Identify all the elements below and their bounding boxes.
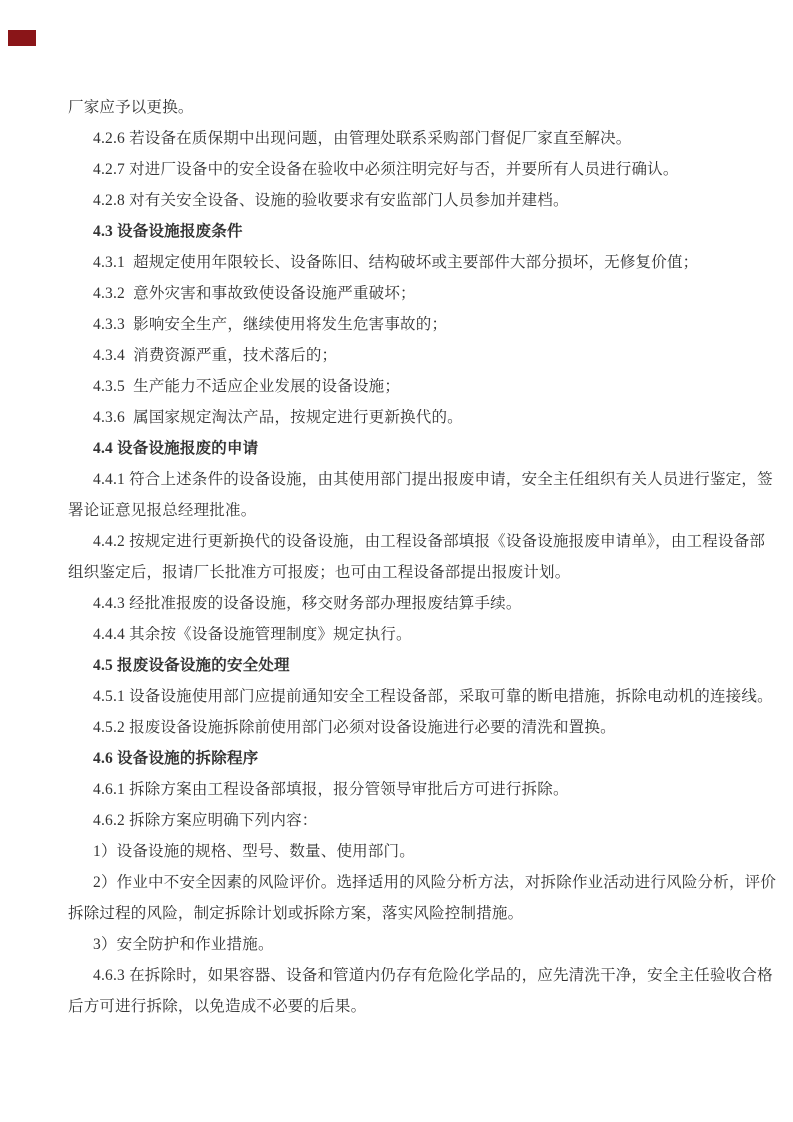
paragraph-line: 组织鉴定后，报请厂长批准方可报废；也可由工程设备部提出报废计划。	[68, 564, 571, 581]
paragraph-line: 4.3.1 超规定使用年限较长、设备陈旧、结构破坏或主要部件大部分损坏，无修复价值；	[93, 254, 699, 271]
paragraph-line: 4.4.4 其余按《设备设施管理制度》规定执行。	[93, 626, 412, 643]
paragraph-line: 4.2.8 对有关安全设备、设施的验收要求有安监部门人员参加并建档。	[93, 192, 569, 209]
paragraph-line: 署论证意见报总经理批准。	[68, 502, 257, 519]
paragraph-line: 拆除过程的风险，制定拆除计划或拆除方案，落实风险控制措施。	[68, 905, 524, 922]
paragraph-line: 4.4.2 按规定进行更新换代的设备设施，由工程设备部填报《设备设施报废申请单》，由工程设备部	[93, 533, 766, 550]
section-heading: 4.4 设备设施报废的申请	[93, 440, 259, 457]
section-heading: 4.5 报废设备设施的安全处理	[93, 657, 290, 674]
paragraph-line: 2）作业中不安全因素的风险评价。选择适用的风险分析方法，对拆除作业活动进行风险分析，评价	[93, 874, 777, 891]
paragraph-line: 4.5.2 报废设备设施拆除前使用部门必须对设备设施进行必要的清洗和置换。	[93, 719, 616, 736]
paragraph-line: 4.2.6 若设备在质保期中出现问题，由管理处联系采购部门督促厂家直至解决。	[93, 130, 632, 147]
paragraph-line: 4.2.7 对进厂设备中的安全设备在验收中必须注明完好与否，并要所有人员进行确认。	[93, 161, 679, 178]
paragraph-line: 4.3.4 消费资源严重，技术落后的；	[93, 347, 338, 364]
paragraph-line: 4.6.3 在拆除时，如果容器、设备和管道内仍存有危险化学品的，应先清洗干净，安全主任验收合格	[93, 967, 773, 984]
paragraph-line: 1）设备设施的规格、型号、数量、使用部门。	[93, 843, 415, 860]
paragraph-line: 后方可进行拆除，以免造成不必要的后果。	[68, 998, 367, 1015]
red-bookmark-marker	[8, 30, 36, 46]
paragraph-line: 4.3.3 影响安全生产，继续使用将发生危害事故的；	[93, 316, 448, 333]
paragraph-line: 4.4.3 经批准报废的设备设施，移交财务部办理报废结算手续。	[93, 595, 522, 612]
paragraph-line: 4.4.1 符合上述条件的设备设施，由其使用部门提出报废申请，安全主任组织有关人员进行鉴定，签	[93, 471, 773, 488]
section-heading: 4.6 设备设施的拆除程序	[93, 750, 259, 767]
paragraph-line: 4.3.5 生产能力不适应企业发展的设备设施；	[93, 378, 401, 395]
paragraph-line: 4.5.1 设备设施使用部门应提前通知安全工程设备部，采取可靠的断电措施，拆除电动机的连接线。	[93, 688, 773, 705]
paragraph-line: 4.6.1 拆除方案由工程设备部填报，报分管领导审批后方可进行拆除。	[93, 781, 569, 798]
section-heading: 4.3 设备设施报废条件	[93, 223, 243, 240]
paragraph-line: 3）安全防护和作业措施。	[93, 936, 274, 953]
paragraph-line: 厂家应予以更换。	[68, 99, 194, 116]
paragraph-line: 4.6.2 拆除方案应明确下列内容：	[93, 812, 318, 829]
paragraph-line: 4.3.2 意外灾害和事故致使设备设施严重破坏；	[93, 285, 416, 302]
document-content	[68, 92, 777, 1022]
paragraph-line: 4.3.6 属国家规定淘汰产品，按规定进行更新换代的。	[93, 409, 463, 426]
